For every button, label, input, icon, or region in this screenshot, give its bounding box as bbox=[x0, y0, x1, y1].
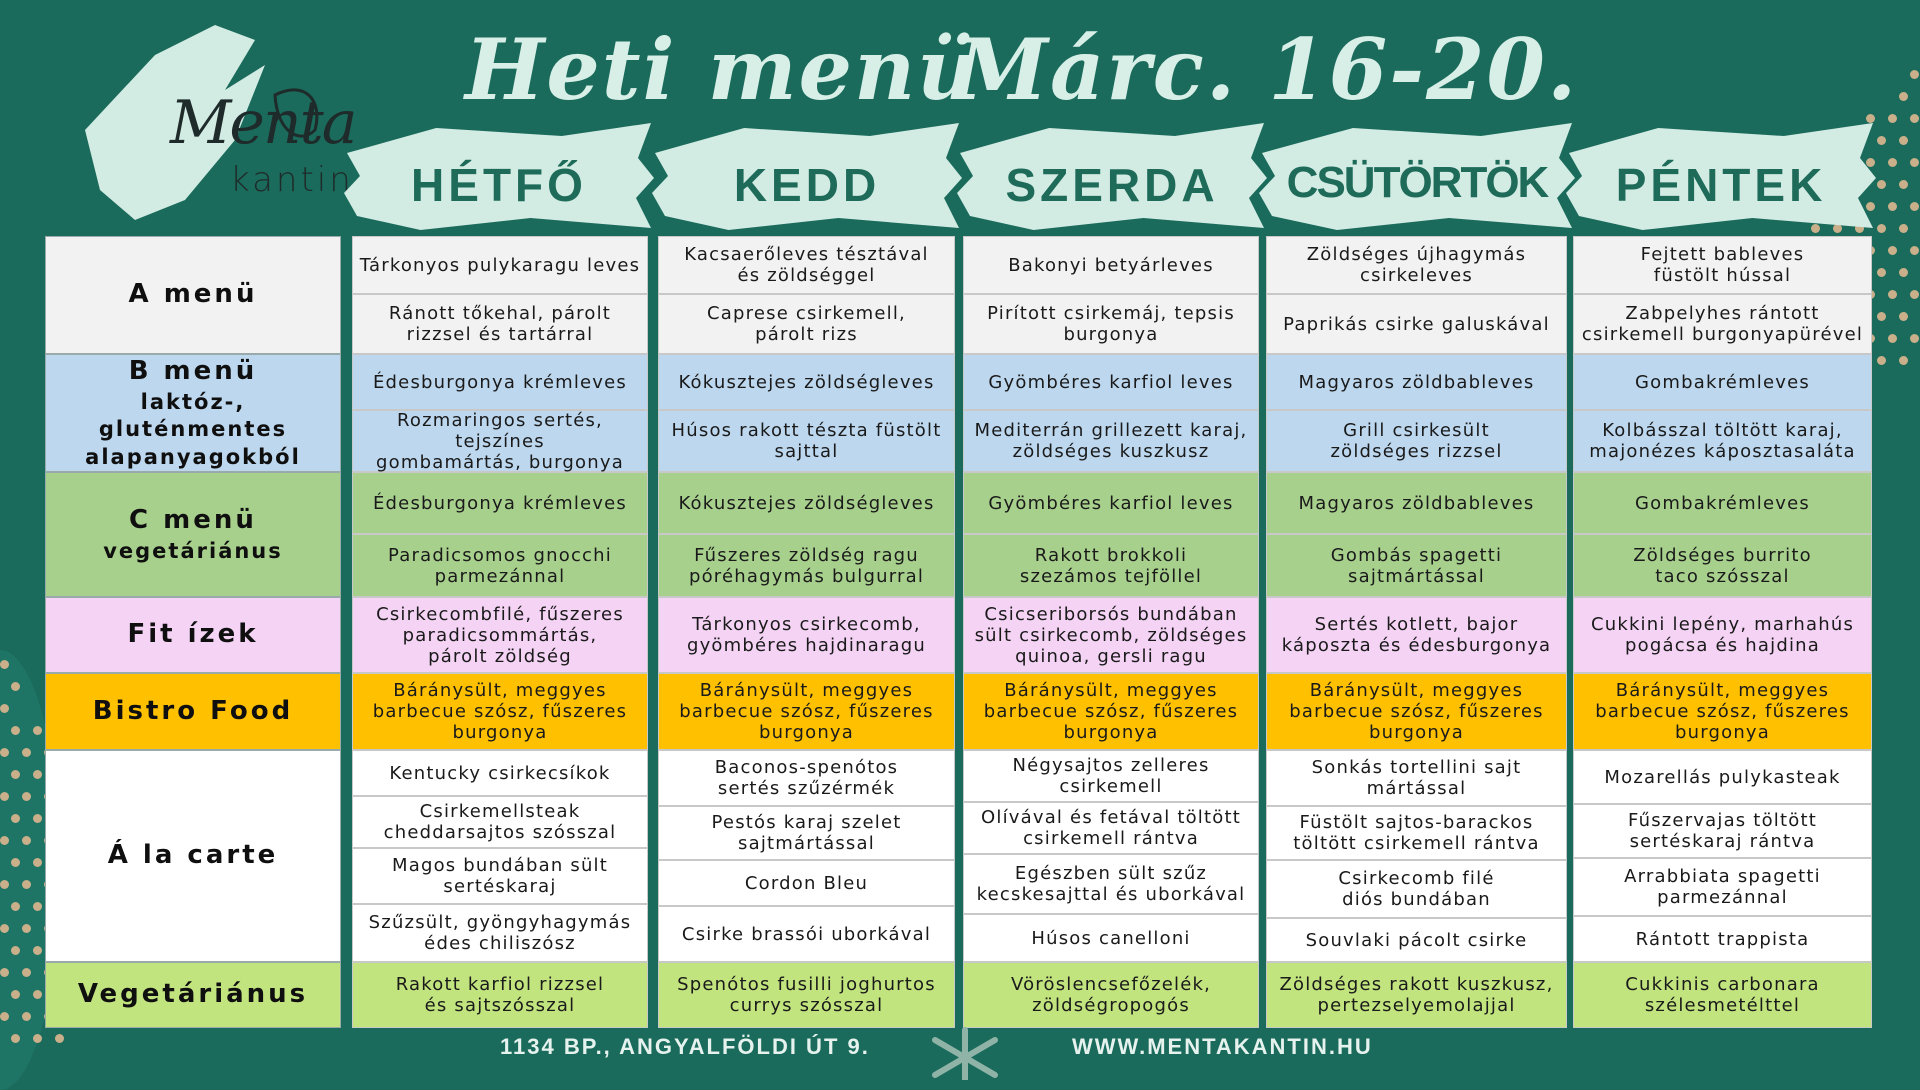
menu-cell: Báránysült, meggyes barbecue szósz, fűszeres burgonya bbox=[352, 673, 648, 750]
menu-cell: Gombakrémleves bbox=[1573, 472, 1872, 534]
decor-dot bbox=[11, 990, 20, 999]
day-header-4 bbox=[1564, 118, 1878, 236]
menu-cell: Báránysült, meggyes barbecue szósz, fűszeres burgonya bbox=[1573, 673, 1872, 750]
menu-cell: Fűszeres zöldség ragu póréhagymás bulgurral bbox=[658, 534, 955, 597]
menu-cell: Báránysült, meggyes barbecue szósz, fűszeres burgonya bbox=[658, 673, 955, 750]
decor-dot bbox=[1910, 114, 1919, 123]
menu-cell: Tárkonyos pulykaragu leves bbox=[352, 236, 648, 294]
menu-cell: Édesburgonya krémleves bbox=[352, 472, 648, 534]
menu-cell: Sonkás tortellini sajt mártással bbox=[1266, 750, 1567, 806]
decor-dot bbox=[1899, 92, 1908, 101]
decor-dot bbox=[1888, 114, 1897, 123]
decor-dot bbox=[11, 770, 20, 779]
decor-dot bbox=[1910, 202, 1919, 211]
decor-dot bbox=[33, 726, 42, 735]
menu-cell: Zöldséges újhagymás csirkeleves bbox=[1266, 236, 1567, 294]
decor-dot bbox=[1899, 180, 1908, 189]
menu-cell: Pestós karaj szelet sajtmártással bbox=[658, 806, 955, 860]
menu-cell: Sertés kotlett, bajor káposzta és édesburgonya bbox=[1266, 597, 1567, 673]
decor-dot bbox=[1910, 334, 1919, 343]
menu-cell: Magos bundában sült sertéskaraj bbox=[352, 848, 648, 904]
menu-cell: Füstölt sajtos-barackos töltött csirkemell rántva bbox=[1266, 806, 1567, 860]
decor-dot bbox=[1899, 136, 1908, 145]
day-header-1 bbox=[650, 118, 964, 236]
page-date: Márc. 16-20. bbox=[955, 20, 1579, 119]
decor-dot bbox=[11, 902, 20, 911]
menu-cell: Rakott brokkoli szezámos tejföllel bbox=[963, 534, 1259, 597]
decor-dot bbox=[11, 682, 20, 691]
menu-cell: Négysajtos zelleres csirkemell bbox=[963, 750, 1259, 802]
menu-cell: Kókusztejes zöldségleves bbox=[658, 354, 955, 410]
menu-cell: Cukkinis carbonara szélesmetélttel bbox=[1573, 962, 1872, 1028]
decor-dot bbox=[0, 924, 9, 933]
row-label-2 bbox=[45, 472, 341, 597]
menu-cell: Gyömbéres karfiol leves bbox=[963, 354, 1259, 410]
day-label: PÉNTEK bbox=[1615, 159, 1827, 211]
row-label-1 bbox=[45, 354, 341, 472]
day-header-3 bbox=[1257, 118, 1577, 236]
decor-dot bbox=[22, 968, 31, 977]
footer-website[interactable]: WWW.MENTAKANTIN.HU bbox=[1072, 1034, 1373, 1059]
footer-address: 1134 BP., ANGYALFÖLDI ÚT 9. bbox=[500, 1034, 870, 1059]
day-label: HÉTFŐ bbox=[411, 159, 587, 211]
logo-sub: kantin bbox=[230, 160, 354, 200]
menu-cell: Báránysült, meggyes barbecue szósz, fűszeres burgonya bbox=[963, 673, 1259, 750]
decor-dot bbox=[1899, 356, 1908, 365]
menu-cell: Cukkini lepény, marhahús pogácsa és hajdina bbox=[1573, 597, 1872, 673]
decor-dot bbox=[0, 748, 9, 757]
menu-cell: Rakott karfiol rizzsel és sajtszósszal bbox=[352, 962, 648, 1028]
day-header-0 bbox=[342, 118, 656, 236]
menu-cell: Arrabbiata spagetti parmezánnal bbox=[1573, 858, 1872, 916]
menu-cell: Magyaros zöldbableves bbox=[1266, 354, 1567, 410]
logo-script: Menta bbox=[170, 88, 356, 158]
day-label: SZERDA bbox=[1005, 159, 1219, 211]
menu-cell: Báránysült, meggyes barbecue szósz, fűszeres burgonya bbox=[1266, 673, 1567, 750]
menu-cell: Zöldséges burrito taco szósszal bbox=[1573, 534, 1872, 597]
decor-dot bbox=[33, 990, 42, 999]
decor-dot bbox=[22, 880, 31, 889]
row-label-4 bbox=[45, 673, 341, 750]
page-title: Heti menü bbox=[465, 20, 981, 119]
menu-cell: Pirított csirkemáj, tepsis burgonya bbox=[963, 294, 1259, 354]
menu-cell: Kolbásszal töltött karaj, majonézes káposztasaláta bbox=[1573, 410, 1872, 472]
menu-cell: Egészben sült szűz kecskesajttal és uborkával bbox=[963, 854, 1259, 914]
menu-cell: Kentucky csirkecsíkok bbox=[352, 750, 648, 796]
decor-dot bbox=[22, 836, 31, 845]
menu-cell: Gyömbéres karfiol leves bbox=[963, 472, 1259, 534]
decor-dot bbox=[11, 946, 20, 955]
row-label-sub: vegetáriánus bbox=[103, 538, 283, 563]
decor-dot bbox=[55, 1034, 64, 1043]
star-icon bbox=[920, 1020, 1010, 1080]
decor-dot bbox=[1877, 268, 1886, 277]
menu-cell: Rozmaringos sertés, tejszínes gombamártás, burgonya bbox=[352, 410, 648, 472]
menu-cell: Húsos canelloni bbox=[963, 914, 1259, 962]
menu-cell: Fűszervajas töltött sertéskaraj rántva bbox=[1573, 804, 1872, 858]
menu-cell: Ránott tőkehal, párolt rizzsel és tartárral bbox=[352, 294, 648, 354]
decor-dot bbox=[11, 1034, 20, 1043]
decor-dot bbox=[11, 726, 20, 735]
decor-dot bbox=[33, 770, 42, 779]
row-label-main: C menü bbox=[129, 504, 257, 535]
menu-cell: Spenótos fusilli joghurtos currys szósszal bbox=[658, 962, 955, 1028]
decor-dot bbox=[1877, 136, 1886, 145]
row-label-6 bbox=[45, 962, 341, 1028]
decor-dot bbox=[33, 1034, 42, 1043]
menu-cell: Kacsaerőleves tésztával és zöldséggel bbox=[658, 236, 955, 294]
menu-cell: Húsos rakott tészta füstölt sajttal bbox=[658, 410, 955, 472]
decor-dot bbox=[1877, 180, 1886, 189]
menu-cell: Gombakrémleves bbox=[1573, 354, 1872, 410]
decor-dot bbox=[11, 814, 20, 823]
row-label-main: Á la carte bbox=[107, 840, 279, 871]
decor-dot bbox=[0, 704, 9, 713]
menu-cell: Bakonyi betyárleves bbox=[963, 236, 1259, 294]
menu-cell: Tárkonyos csirkecomb, gyömbéres hajdinaragu bbox=[658, 597, 955, 673]
menu-cell: Vöröslencsefőzelék, zöldségropogós bbox=[963, 962, 1259, 1028]
decor-dot bbox=[33, 858, 42, 867]
decor-dot bbox=[1899, 224, 1908, 233]
decor-dot bbox=[0, 660, 9, 669]
decor-dot bbox=[0, 792, 9, 801]
row-label-3 bbox=[45, 597, 341, 673]
menu-cell: Baconos-spenótos sertés szűzérmék bbox=[658, 750, 955, 806]
menu-cell: Csirkemellsteak cheddarsajtos szósszal bbox=[352, 796, 648, 848]
menu-cell: Mediterrán grillezett karaj, zöldséges kuszkusz bbox=[963, 410, 1259, 472]
decor-dot bbox=[0, 1012, 9, 1021]
decor-dot bbox=[1899, 312, 1908, 321]
menu-cell: Grill csirkesült zöldséges rizzsel bbox=[1266, 410, 1567, 472]
menu-cell: Csirkecombfilé, fűszeres paradicsommártás, párolt zöldség bbox=[352, 597, 648, 673]
decor-dot bbox=[1877, 224, 1886, 233]
menu-cell: Zabpelyhes rántott csirkemell burgonyapürével bbox=[1573, 294, 1872, 354]
menu-cell: Fejtett bableves füstölt hússal bbox=[1573, 236, 1872, 294]
decor-dot bbox=[1877, 312, 1886, 321]
row-label-main: Fit ízek bbox=[127, 619, 259, 650]
decor-dot bbox=[22, 748, 31, 757]
decor-dot bbox=[1888, 158, 1897, 167]
decor-dot bbox=[1910, 158, 1919, 167]
menu-cell: Caprese csirkemell, párolt rizs bbox=[658, 294, 955, 354]
decor-dot bbox=[0, 968, 9, 977]
decor-dot bbox=[1910, 290, 1919, 299]
decor-dot bbox=[1888, 246, 1897, 255]
row-label-main: Vegetáriánus bbox=[77, 979, 309, 1010]
decor-dot bbox=[1899, 268, 1908, 277]
decor-dot bbox=[1888, 202, 1897, 211]
menu-cell: Rántott trappista bbox=[1573, 916, 1872, 962]
menu-cell: Szűzsült, gyöngyhagymás édes chiliszósz bbox=[352, 904, 648, 962]
menu-cell: Olívával és fetával töltött csirkemell rántva bbox=[963, 802, 1259, 854]
menu-cell: Zöldséges rakott kuszkusz, pertezselyemolajjal bbox=[1266, 962, 1567, 1028]
menu-cell: Kókusztejes zöldségleves bbox=[658, 472, 955, 534]
menu-cell: Mozarellás pulykasteak bbox=[1573, 750, 1872, 804]
decor-dot bbox=[0, 880, 9, 889]
decor-dot bbox=[33, 814, 42, 823]
logo bbox=[65, 20, 356, 230]
decor-dot bbox=[1910, 246, 1919, 255]
day-label: CSÜTÖRTÖK bbox=[1286, 158, 1548, 207]
decor-dot bbox=[11, 858, 20, 867]
menu-cell: Paradicsomos gnocchi parmezánnal bbox=[352, 534, 648, 597]
menu-cell: Magyaros zöldbableves bbox=[1266, 472, 1567, 534]
menu-cell: Csirke brassói uborkával bbox=[658, 906, 955, 962]
row-label-0 bbox=[45, 236, 341, 354]
row-label-5 bbox=[45, 750, 341, 962]
day-header-2 bbox=[955, 118, 1269, 236]
menu-cell: Édesburgonya krémleves bbox=[352, 354, 648, 410]
decor-dot bbox=[22, 792, 31, 801]
decor-dot bbox=[22, 1012, 31, 1021]
menu-cell: Paprikás csirke galuskával bbox=[1266, 294, 1567, 354]
decor-dot bbox=[1888, 290, 1897, 299]
day-label: KEDD bbox=[733, 159, 881, 211]
decor-dot bbox=[33, 902, 42, 911]
decor-dot bbox=[1888, 334, 1897, 343]
decor-dot bbox=[0, 836, 9, 845]
row-label-sub: laktóz-, gluténmentes alapanyagokból bbox=[85, 389, 301, 469]
decor-dot bbox=[33, 946, 42, 955]
menu-cell: Csirkecomb filé diós bundában bbox=[1266, 860, 1567, 918]
decor-dot bbox=[22, 924, 31, 933]
menu-cell: Souvlaki pácolt csirke bbox=[1266, 918, 1567, 962]
decor-dot bbox=[1877, 356, 1886, 365]
row-label-main: Bistro Food bbox=[92, 695, 294, 726]
decor-dot bbox=[1910, 70, 1919, 79]
menu-cell: Cordon Bleu bbox=[658, 860, 955, 906]
menu-cell: Gombás spagetti sajtmártással bbox=[1266, 534, 1567, 597]
row-label-main: B menü bbox=[128, 356, 258, 387]
row-label-main: A menü bbox=[128, 279, 258, 310]
menu-cell: Csicseriborsós bundában sült csirkecomb, zöldséges quinoa, gersli ragu bbox=[963, 597, 1259, 673]
